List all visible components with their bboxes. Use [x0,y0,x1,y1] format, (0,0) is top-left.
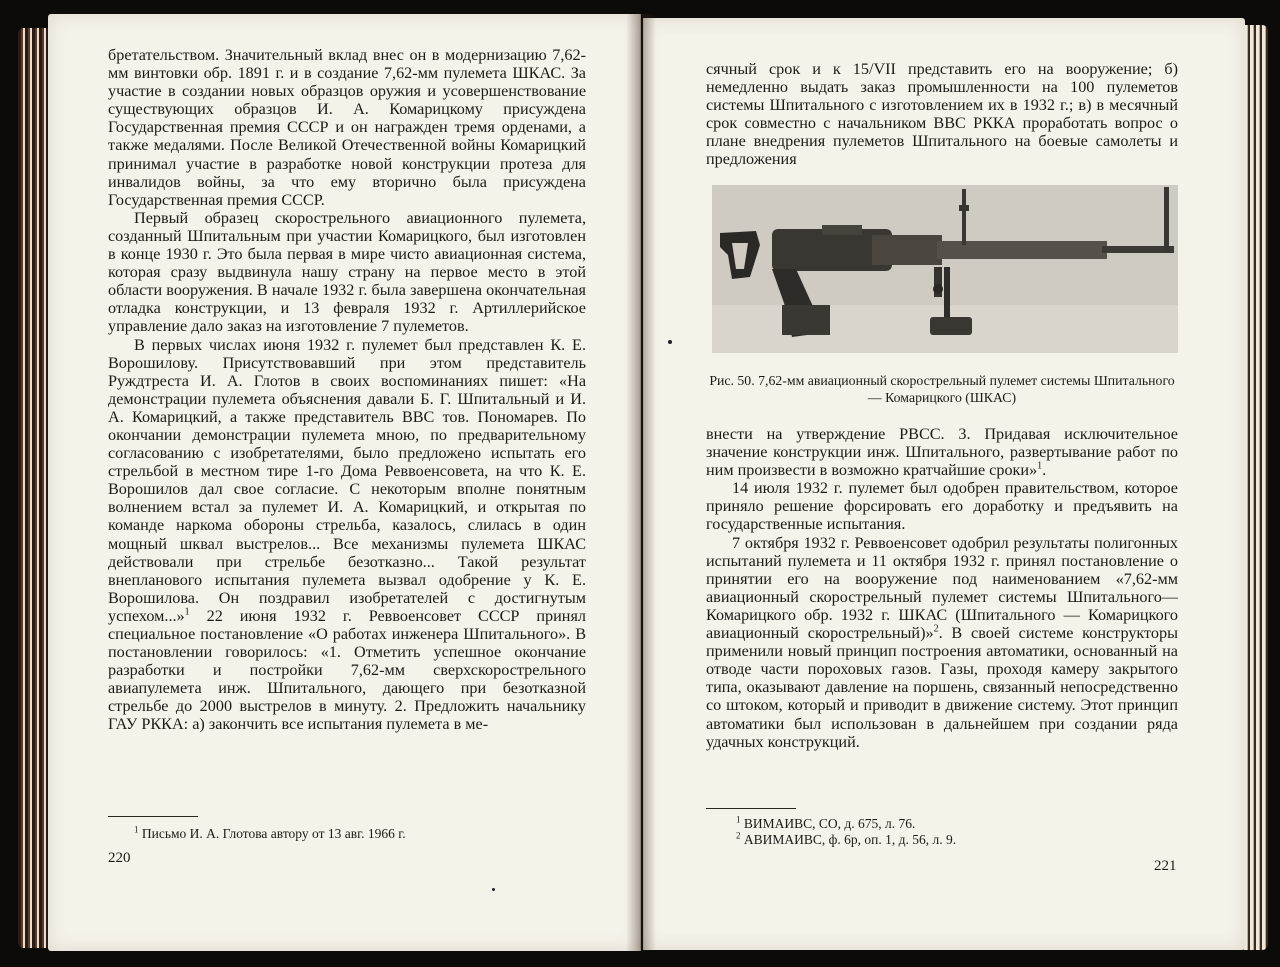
paragraph-text: В первых числах июня 1932 г. пулемет был представлен К. Е. Ворошилову. Присутствовавший при этом представитель Руждтреста И. А. Глотов в своих воспоминаниях пишет: «На демонстрации пулемета объяснения давали Б. Г. Шпитальный и И. А. Комарицкий, а также представитель ВВС тов. Пономарев. По окончании демонстрации пулемета мною, по предварительному согласованию с изобретателями, было предложено испытать его стрельбой в местном тире 1-го Дома Реввоенсовета, на что К. Е. Ворошилов дал свое согласие. С некоторым вполне понятным волнением встал за пулемет И. А. Комарицкий, и открытая по команде наркома обороны стрельба, казалось, слилась в один мощный шквал выстрелов... Все механизмы пулемета ШКАС действовали при стрельбе безотказно... Такой результат внепланового испытания пулемета вызвал одобрение у К. Е. Ворошилова. Он поздравил изобретателей с достигнутым успехом...» [108,335,586,625]
book-gutter [626,14,656,951]
print-speck [492,888,495,891]
footnote-rule [108,816,198,817]
footnote-mark: 1 [736,814,741,825]
page-number-left: 220 [108,850,131,866]
footnote-text: ВИМАИВС, СО, д. 675, л. 76. [743,816,916,831]
paragraph-text: 22 июня 1932 г. Реввоенсовет СССР принял специальное постановление «О работах инженера Шпитального». В постановлении говорилось: «1. Отметить успешное окончание разработки и постройки 7,62-мм сверхскорострельного авиапулемета инж. Шпитального, дающего при безотказной стрельбе до 2000 выстрелов в минуту. 2. Предложить начальнику ГАУ РККА: а) закончить все испытания пулемета в ме- [108,606,586,734]
paragraph: Первый образец скорострельного авиационного пулемета, созданный Шпитальным при участии Комарицкого, был изготовлен в конце 1930 г. Это была первая в мире чисто авиационная система, которая сразу выдвинула нашу страну на первое место в этой области вооружения. В начале 1932 г. была завершена окончательная отладка конструкции, и 13 февраля 1932 г. Артиллерийское управление дало заказ на изготовление 7 пулеметов. [108,208,586,336]
footnote-mark: 1 [134,824,139,835]
footnote-ref: 1 [184,606,190,618]
paragraph [108,336,586,734]
machine-gun-illustration [712,185,1178,353]
paragraph [706,534,1178,751]
paragraph: внести на утверждение РВСС. 3. Придавая исключительное значение конструкции инж. Шпитального, развертывание работ по ним произвести в возможно кратчайшие сроки»$^1$. [706,425,1178,480]
right-page-body [706,425,1178,751]
page-number-right: 221 [1154,858,1177,874]
footnote-text: Письмо И. А. Глотова автору от 13 авг. 1966 г. [141,826,406,841]
paragraph-text: . В своей системе конструкторы применили новый принцип построения автоматики, основанный на отводе части пороховых газов. Газы, проходя камеру закрытого типа, оказывают давление на поршень, связанный непосредственно со штоком, который и приводит в движение систему. Этот принцип автоматики был использован в дальнейшем при создании ряда удачных конструкций. [706,624,1178,751]
footnote-rule [706,808,796,809]
book-page-edges-left [18,28,52,948]
left-page-body [108,46,586,734]
right-footnote-1 [736,816,1156,832]
footnote-ref: 2 [933,623,939,635]
paragraph-text: 7 октября 1932 г. Реввоенсовет одобрил результаты полигонных испытаний пулемета и 11 октября 1932 г. принял постановление о принятии его на вооружение под наименованием «7,62-мм авиационный скорострельный пулемет системы Шпитального—Комарицкого обр. 1932 г. ШКАС (Шпитального — Комарицкого авиационный скорострельный)» [706,533,1178,643]
footnote-ref: 1 [1037,460,1043,472]
machine-gun-photo [712,185,1178,353]
print-speck [668,340,672,344]
paragraph: сячный срок и к 15/VII представить его на вооружение; б) немедленно выдать заказ промышленности на 100 пулеметов системы Шпитального с изготовлением их в 1932 г.; в) в месячный срок совместно с начальником ВВС РККА проработать вопрос о плане внедрения пулеметов Шпитального на боевые самолеты и предложения [706,60,1178,169]
right-footnote-2 [736,832,1156,848]
paragraph: 14 июля 1932 г. пулемет был одобрен правительством, которое приняло решение форсировать его доработку и предъявить на государственные испытания. [706,479,1178,534]
figure-caption: Рис. 50. 7,62-мм авиационный скорострельный пулемет системы Шпитального — Комарицкого (ШКАС) [709,373,1175,405]
footnote-text: АВИМАИВС, ф. 6р, оп. 1, д. 56, л. 9. [743,832,957,847]
paragraph-text: внести на утверждение РВСС. 3. Придавая исключительное значение конструкции инж. Шпитального, развертывание работ по ним произвести в возможно кратчайшие сроки» [706,425,1178,480]
right-page-top-text [706,60,1178,169]
left-footnote [134,826,574,842]
footnote-mark: 2 [736,830,741,841]
paragraph: бретательством. Значительный вклад внес он в модернизацию 7,62-мм винтовки обр. 1891 г. и в создание 7,62-мм пулемета ШКАС. За участие в создании новых образцов оружия и усовершенствование существующих образцов И. А. Комарицкому присуждена Государственная премия СССР и он награжден тремя орденами, а также медалями. После Великой Отечественной войны Комарицкий принимал участие в разработке новой конструкции протеза для инвалидов войны, за что ему вторично была присуждена Государственная премия СССР. [108,46,586,209]
